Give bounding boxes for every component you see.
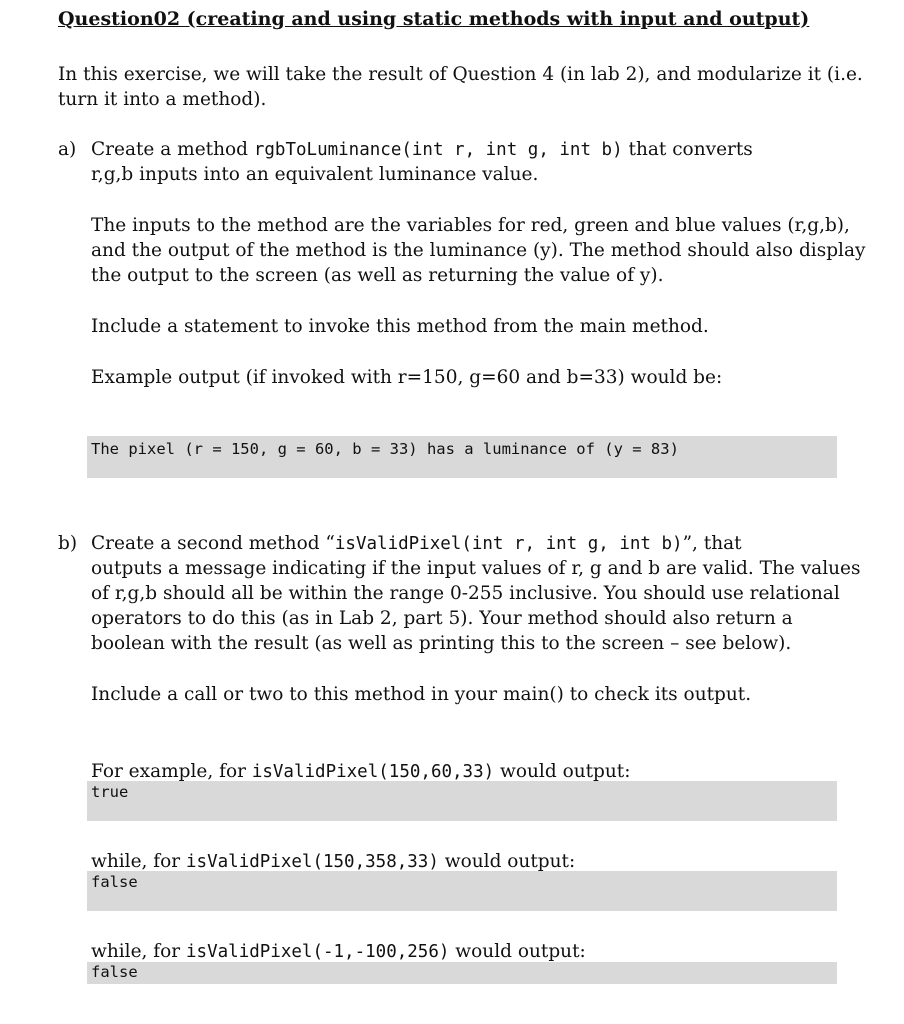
part-b-label: b): [58, 533, 78, 554]
code-output-box-ex3: [87, 962, 837, 984]
example-1-line: [91, 759, 630, 785]
part-a-para2-line-3: the output to the screen (as well as returning the value of y).: [91, 265, 664, 286]
part-a-para2-line-2: and the output of the method is the luminance (y). The method should also display: [91, 240, 866, 261]
part-a-para4: Example output (if invoked with r=150, g=60 and b=33) would be:: [91, 367, 723, 388]
code-output-ex1: true: [91, 783, 129, 801]
intro-line-2: turn it into a method).: [58, 89, 267, 110]
part-b-line-4: operators to do this (as in Lab 2, part 5). Your method should also return a: [91, 608, 793, 629]
example-2-post: would output:: [438, 851, 576, 872]
part-a-line-2: r,g,b inputs into an equivalent luminance value.: [91, 164, 539, 185]
part-a-label: a): [58, 139, 77, 160]
part-b-line-5: boolean with the result (as well as printing this to the screen – see below).: [91, 633, 792, 654]
example-3-call: isValidPixel(-1,-100,256): [186, 942, 450, 962]
code-output-ex3: false: [91, 963, 138, 981]
example-1-post: would output:: [494, 761, 631, 782]
code-output-box-luminance: [87, 436, 837, 478]
code-output-box-ex1: [87, 781, 837, 821]
part-b-line-1-pre: Create a second method “: [91, 533, 335, 554]
part-a-line-1: [91, 137, 753, 163]
part-a-para2-line-1: The inputs to the method are the variables for red, green and blue values (r,g,b),: [91, 215, 850, 236]
example-2-call: isValidPixel(150,358,33): [186, 852, 439, 872]
example-1-call: isValidPixel(150,60,33): [251, 762, 495, 782]
example-3-line: [91, 939, 586, 965]
part-a-line-1-post: that converts: [622, 139, 753, 160]
part-b-line-1: [91, 531, 742, 557]
part-b-line-1-post: ”, that: [682, 533, 742, 554]
part-a-line-1-pre: Create a method: [91, 139, 254, 160]
part-a-para3: Include a statement to invoke this method from the main method.: [91, 316, 709, 337]
example-1-pre: For example, for: [91, 761, 252, 782]
intro-line-1: In this exercise, we will take the result of Question 4 (in lab 2), and modularize it (i.e.: [58, 64, 863, 85]
part-b-para2: Include a call or two to this method in your main() to check its output.: [91, 684, 752, 705]
code-output-luminance: The pixel (r = 150, g = 60, b = 33) has a luminance of (y = 83): [91, 440, 679, 458]
example-2-line: [91, 849, 575, 875]
example-3-post: would output:: [449, 941, 586, 962]
method-signature-isValidPixel: isValidPixel(int r, int g, int b): [334, 534, 683, 554]
example-3-pre: while, for: [91, 941, 187, 962]
method-signature-rgbToLuminance: rgbToLuminance(int r, int g, int b): [253, 140, 623, 160]
question-title: Question02 (creating and using static methods with input and output): [58, 8, 810, 30]
part-b-line-3: of r,g,b should all be within the range 0-255 inclusive. You should use relational: [91, 583, 840, 604]
code-output-ex2: false: [91, 873, 138, 891]
code-output-box-ex2: [87, 871, 837, 911]
example-2-pre: while, for: [91, 851, 187, 872]
part-b-line-2: outputs a message indicating if the input values of r, g and b are valid. The values: [91, 558, 861, 579]
